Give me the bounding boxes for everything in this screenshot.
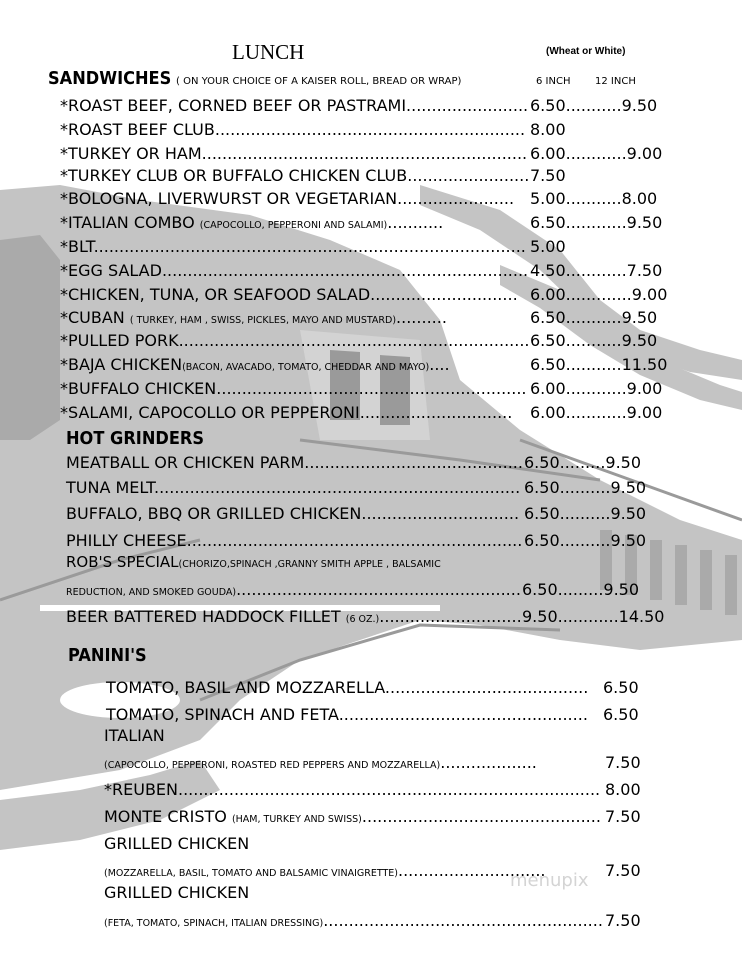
sandwich-prices [530,189,657,209]
price-large: 9.50 [621,96,658,115]
reuben-price: 8.00 [605,780,641,799]
item-name: *EGG SALAD [60,261,162,280]
dot-leader: ........................................ [384,678,589,697]
grinders-header [66,428,219,449]
price-large: 9.50 [605,453,642,472]
dot-leader: ............ [565,144,627,163]
dot-leader: ........... [565,96,622,115]
price-small: 6.50 [530,308,566,327]
dot-leader: ........... [565,331,622,350]
grinder-prices [524,478,646,498]
price-small: 4.50 [530,261,566,280]
item-name: MONTE CRISTO [104,807,232,826]
dot-leader: ......... [557,580,604,599]
price-small: 5.00 [530,189,566,208]
item-detail: (HAM, TURKEY AND SWISS) [231,814,362,825]
item-name: *BLT [60,237,94,256]
dot-leader: ................... [440,753,537,772]
sandwich-row [60,285,518,305]
price-small: 6.50 [524,504,560,523]
price-small: 6.50 [522,580,558,599]
price-large: 9.50 [610,504,647,523]
dot-leader: .... [429,355,450,374]
grinder-prices [524,453,641,473]
dot-leader: ........... [565,355,622,374]
sandwich-prices [530,213,662,233]
robs-special-name: ROB'S SPECIAL [66,553,179,571]
item-name: BUFFALO, BBQ OR GRILLED CHICKEN [66,504,362,523]
price-small: 6.50 [524,453,560,472]
robs-special-detail-2: REDUCTION, AND SMOKED GOUDA) [66,587,237,598]
dot-leader: .............................. [359,403,513,422]
item-name: *TURKEY CLUB OR BUFFALO CHICKEN CLUB [60,166,408,185]
price-small: 5.00 [530,237,566,256]
price-small: 6.50 [530,355,566,374]
dot-leader: ....................... [397,189,515,208]
robs-special-row [66,580,521,603]
sandwich-prices [530,379,662,399]
item-name: *BAJA CHICKEN [60,355,183,374]
item-name: TOMATO, SPINACH AND FETA [106,705,339,724]
item-name: *REUBEN [104,780,178,799]
price-large: 9.50 [610,478,647,497]
sandwich-row [60,261,528,281]
dot-leader: ..................................................................................... [93,237,526,256]
grilled1-row [104,861,546,884]
price-small: 6.00 [530,285,566,304]
dot-leader: ............ [565,403,627,422]
dot-leader: .......... [559,504,611,523]
grinder-row [66,531,522,551]
grinder-row [66,453,523,473]
watermark: menupix [510,870,589,891]
price-small: 6.50 [524,478,560,497]
dot-leader: .......... [396,308,447,327]
sandwich-row [60,120,525,140]
dot-leader: .................................................................. [186,531,523,550]
section-title-grinders: HOT GRINDERS [66,428,205,449]
dot-leader: .......... [559,531,611,550]
grinder-row [66,478,520,498]
item-name: MEATBALL OR CHICKEN PARM [66,453,305,472]
dot-leader: ............................................................. [214,120,526,139]
price-large: 9.50 [621,331,658,350]
robs-special-prices [522,580,639,600]
price-large: 11.50 [621,355,668,374]
monte-row [104,807,601,830]
sandwich-prices [530,285,667,305]
item-name: TOMATO, BASIL AND MOZZARELLA [106,678,385,697]
sandwich-row [60,189,514,209]
item-detail: (MOZZARELLA, BASIL, TOMATO AND BALSAMIC VINAIGRETTE) [104,868,398,879]
item-name: *CHICKEN, TUNA, OR SEAFOOD SALAD [60,285,371,304]
section-title-panini: PANINI'S [68,645,147,666]
grinder-prices [524,531,646,551]
reuben-row [104,780,600,800]
dot-leader: ............................................... [361,807,601,826]
panini-header [68,645,155,666]
italian-row [104,753,537,776]
price-large: 9.00 [626,144,663,163]
dot-leader: ............................ [379,607,522,626]
panini-price: 6.50 [603,678,639,697]
sandwich-prices [530,261,662,281]
grinder-row [66,504,519,524]
sandwich-row [60,379,527,399]
sandwich-prices [530,166,566,186]
grilled1-title: GRILLED CHICKEN [104,834,250,853]
dot-leader: ............ [565,379,627,398]
item-name: BEER BATTERED HADDOCK FILLET [66,607,341,626]
sandwich-row [60,144,527,164]
sandwich-row [60,331,530,351]
price-small: 6.50 [530,96,566,115]
haddock-row [66,607,522,630]
dot-leader: ............. [565,285,632,304]
price-large: 9.50 [603,580,640,599]
sandwiches-note: ( ON YOUR CHOICE OF A KAISER ROLL, BREAD OR WRAP) [176,76,462,87]
price-small: 6.00 [530,144,566,163]
col-6-inch: 6 INCH [536,76,571,87]
menu-title: LUNCH [232,40,305,64]
dot-leader: ............ [565,261,627,280]
sandwich-prices [530,96,657,116]
sandwich-row [60,237,526,257]
section-title-sandwiches: SANDWICHES [48,68,172,89]
sandwich-row [60,213,443,236]
sandwich-prices [530,355,667,375]
price-large: 7.50 [626,261,663,280]
dot-leader: ................................................................ [201,144,528,163]
price-small: 6.50 [524,531,560,550]
dot-leader: ............................. [398,861,546,880]
col-12-inch: 12 INCH [595,76,636,87]
sandwich-row [60,403,512,423]
price-small: 6.00 [530,403,566,422]
bread-note: (Wheat or White) [546,46,626,57]
item-detail: (CAPOCOLLO, PEPPERONI AND SALAMI) [199,220,388,231]
grinder-prices [524,504,646,524]
italian-price: 7.50 [605,753,641,772]
price-small: 9.50 [522,607,558,626]
sandwiches-header [48,68,185,89]
item-detail: (6 OZ.) [345,614,380,625]
dot-leader: .......... [559,478,611,497]
sandwich-prices [530,403,662,423]
price-large: 9.00 [631,285,668,304]
dot-leader: ........................................... [304,453,523,472]
sandwich-row [60,308,447,331]
dot-leader: ............................... [361,504,520,523]
dot-leader: ........................................................ [236,580,521,599]
dot-leader: ........................ [406,96,529,115]
robs-special-title [66,552,441,575]
panini-row [106,678,588,698]
grilled2-price: 7.50 [605,911,641,930]
price-small: 6.50 [530,213,566,232]
item-name: *ITALIAN COMBO [60,213,200,232]
item-name: *SALAMI, CAPOCOLLO OR PEPPERONI [60,403,360,422]
dot-leader: ................................................. [338,705,588,724]
item-name: TUNA MELT [66,478,154,497]
dot-leader: ........................ [407,166,530,185]
sandwich-prices [530,308,657,328]
sandwich-prices [530,120,566,140]
item-name: *BOLOGNA, LIVERWURST OR VEGETARIAN [60,189,398,208]
item-name: *BUFFALO CHICKEN [60,379,217,398]
item-name: *CUBAN [60,308,130,327]
dot-leader: ........... [565,308,622,327]
dot-leader: ............ [557,607,619,626]
robs-special-detail-1: (CHORIZO,SPINACH ,GRANNY SMITH APPLE , BALSAMIC [178,559,441,570]
dot-leader: ................................................................................... [178,780,601,799]
haddock-prices [522,607,664,627]
dot-leader: ......... [559,453,606,472]
sandwich-row [60,166,529,186]
price-large: 9.00 [626,403,663,422]
dot-leader: ........................................................................ [161,261,529,280]
price-large: 9.50 [610,531,647,550]
sandwich-row [60,96,528,116]
sandwich-prices [530,331,657,351]
item-name: *PULLED PORK [60,331,179,350]
item-detail: ( TURKEY, HAM , SWISS, PICKLES, MAYO AND MUSTARD) [129,315,397,326]
dot-leader: ....................................................... [323,911,603,930]
sandwich-row [60,355,450,378]
price-large: 9.50 [626,213,663,232]
sandwich-prices [530,144,662,164]
item-name: *TURKEY OR HAM [60,144,202,163]
dot-leader: ........... [565,189,622,208]
italian-title: ITALIAN [104,726,165,745]
item-detail: (CAPOCOLLO, PEPPERONI, ROASTED RED PEPPERS AND MOZZARELLA) [104,760,441,771]
price-small: 6.50 [530,331,566,350]
price-large: 9.00 [626,379,663,398]
dot-leader: ........................................................................ [153,478,521,497]
item-name: *ROAST BEEF CLUB [60,120,215,139]
price-large: 14.50 [618,607,665,626]
monte-price: 7.50 [605,807,641,826]
dot-leader: ........... [387,213,444,232]
item-name: PHILLY CHEESE [66,531,187,550]
price-small: 6.00 [530,379,566,398]
grilled2-row [104,911,603,934]
panini-row [106,705,588,725]
grilled2-title: GRILLED CHICKEN [104,883,250,902]
dot-leader: ............ [565,213,627,232]
sandwich-prices [530,237,566,257]
price-small: 7.50 [530,166,566,185]
item-detail: (BACON, AVACADO, TOMATO, CHEDDAR AND MAYO) [182,362,430,373]
item-name: *ROAST BEEF, CORNED BEEF OR PASTRAMI [60,96,407,115]
item-detail: (FETA, TOMATO, SPINACH, ITALIAN DRESSING) [104,918,324,929]
dot-leader: ..................................................................... [178,331,530,350]
dot-leader: ............................................................. [216,379,527,398]
price-large: 9.50 [621,308,658,327]
price-large: 8.00 [621,189,658,208]
price-small: 8.00 [530,120,566,139]
panini-price: 6.50 [603,705,639,724]
dot-leader: ............................. [370,285,518,304]
grilled1-price: 7.50 [605,861,641,880]
